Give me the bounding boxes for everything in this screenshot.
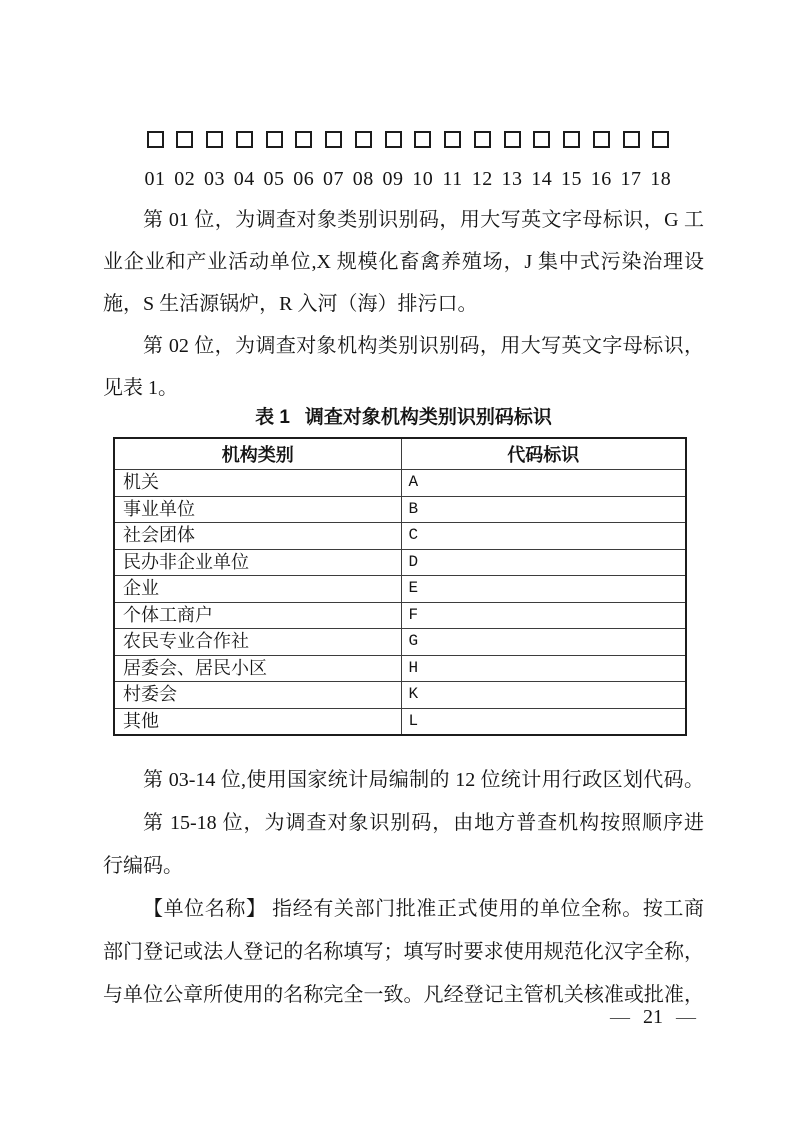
category-cell: 农民专业合作社 xyxy=(114,629,401,656)
footer-right-dash: — xyxy=(676,1006,696,1028)
code-position-label: 10 xyxy=(412,168,434,190)
code-position-label: 14 xyxy=(531,168,553,190)
category-cell: 社会团体 xyxy=(114,523,401,550)
table-row xyxy=(114,655,686,682)
table-row xyxy=(114,470,686,497)
code-position-label: 07 xyxy=(323,168,344,190)
code-entry-box xyxy=(295,131,312,148)
code-cell: K xyxy=(401,682,686,709)
page-footer xyxy=(610,1005,696,1029)
code-digit-column xyxy=(142,131,168,191)
code-digit-column xyxy=(618,131,644,191)
code-position-label: 01 xyxy=(144,168,166,190)
code-position-label: 11 xyxy=(442,168,463,190)
text-line: 业企业和产业活动单位,X 规模化畜禽养殖场，J 集中式污染治理设 xyxy=(103,251,704,273)
code-digit-column xyxy=(202,131,228,191)
code-position-label: 05 xyxy=(263,168,285,190)
code-digit-column xyxy=(380,131,406,191)
code-position-label: 03 xyxy=(204,168,225,190)
code-entry-box xyxy=(176,131,193,148)
code-digit-column xyxy=(529,131,555,191)
category-cell: 居委会、居民小区 xyxy=(114,655,401,682)
code-cell: E xyxy=(401,576,686,603)
code-position-label: 08 xyxy=(352,168,374,190)
table-caption-title: 调查对象机构类别识别码标识 xyxy=(304,407,552,428)
text-line: 施，S 生活源锅炉，R 入河（海）排污口。 xyxy=(103,293,478,315)
table-row xyxy=(114,523,686,550)
table-row xyxy=(114,629,686,656)
code-entry-box xyxy=(236,131,253,148)
text-line: 第 01 位，为调查对象类别识别码，用大写英文字母标识，G 工 xyxy=(143,209,704,231)
code-position-label: 16 xyxy=(590,168,612,190)
code-digit-grid xyxy=(142,131,674,191)
code-entry-box xyxy=(444,131,461,148)
text-line: 第 15-18 位，为调查对象识别码，由地方普查机构按照顺序进 xyxy=(143,812,704,834)
category-cell: 个体工商户 xyxy=(114,602,401,629)
code-position-label: 12 xyxy=(471,168,493,190)
code-digit-column xyxy=(499,131,525,191)
category-cell: 其他 xyxy=(114,708,401,735)
code-digit-column xyxy=(559,131,585,191)
code-entry-box xyxy=(325,131,342,148)
table-row xyxy=(114,708,686,735)
code-digit-column xyxy=(440,131,466,191)
code-entry-box xyxy=(474,131,491,148)
code-digit-column xyxy=(469,131,495,191)
code-entry-box xyxy=(147,131,164,148)
table-row xyxy=(114,549,686,576)
text-line: 第 02 位，为调查对象机构类别识别码，用大写英文字母标识， xyxy=(143,335,704,357)
code-entry-box xyxy=(206,131,223,148)
code-position-label: 15 xyxy=(561,168,582,190)
code-digit-column xyxy=(261,131,287,191)
table-row xyxy=(114,602,686,629)
code-position-label: 02 xyxy=(174,168,196,190)
code-cell: F xyxy=(401,602,686,629)
page-number: 21 xyxy=(643,1006,663,1028)
table-header-category: 机构类别 xyxy=(114,438,401,470)
text-line: 与单位公章所使用的名称完全一致。凡经登记主管机关核准或批准， xyxy=(103,984,704,1006)
footer-left-dash: — xyxy=(610,1006,630,1028)
table-row xyxy=(114,496,686,523)
code-cell: G xyxy=(401,629,686,656)
code-position-label: 18 xyxy=(650,168,672,190)
code-entry-box xyxy=(504,131,521,148)
code-cell: C xyxy=(401,523,686,550)
code-entry-box xyxy=(652,131,669,148)
text-line: 部门登记或法人登记的名称填写；填写时要求使用规范化汉字全称， xyxy=(103,941,704,963)
code-entry-box xyxy=(385,131,402,148)
code-entry-box xyxy=(533,131,550,148)
category-cell: 民办非企业单位 xyxy=(114,549,401,576)
table-header-code: 代码标识 xyxy=(401,438,686,470)
code-digit-column xyxy=(588,131,614,191)
text-line: 行编码。 xyxy=(103,855,183,877)
code-position-label: 06 xyxy=(293,168,315,190)
code-digit-column xyxy=(231,131,257,191)
table-row xyxy=(114,576,686,603)
code-digit-column xyxy=(172,131,198,191)
code-cell: L xyxy=(401,708,686,735)
code-digit-column xyxy=(321,131,347,191)
code-digit-column xyxy=(410,131,436,191)
code-position-label: 17 xyxy=(620,168,642,190)
text-line: 第 03-14 位,使用国家统计局编制的 12 位统计用行政区划代码。 xyxy=(143,769,704,791)
code-digit-column xyxy=(350,131,376,191)
code-entry-box xyxy=(355,131,372,148)
text-line: 【单位名称】 指经有关部门批准正式使用的单位全称。按工商 xyxy=(143,898,704,920)
code-position-label: 09 xyxy=(382,168,404,190)
code-entry-box xyxy=(563,131,580,148)
code-position-label: 04 xyxy=(233,168,255,190)
table-header-row xyxy=(114,438,686,470)
table-caption-label: 表 1 xyxy=(255,407,290,428)
org-category-code-table xyxy=(113,437,687,736)
code-entry-box xyxy=(266,131,283,148)
code-digit-column xyxy=(648,131,674,191)
table-row xyxy=(114,682,686,709)
code-digit-column xyxy=(291,131,317,191)
code-cell: B xyxy=(401,496,686,523)
code-cell: H xyxy=(401,655,686,682)
category-cell: 事业单位 xyxy=(114,496,401,523)
code-entry-box xyxy=(623,131,640,148)
table-caption xyxy=(103,406,704,430)
code-cell: D xyxy=(401,549,686,576)
code-position-label: 13 xyxy=(501,168,523,190)
category-cell: 企业 xyxy=(114,576,401,603)
category-cell: 村委会 xyxy=(114,682,401,709)
code-cell: A xyxy=(401,470,686,497)
category-cell: 机关 xyxy=(114,470,401,497)
text-line: 见表 1。 xyxy=(103,377,178,399)
body-text-lower xyxy=(103,759,704,1017)
code-entry-box xyxy=(414,131,431,148)
body-text-upper xyxy=(103,199,704,409)
code-entry-box xyxy=(593,131,610,148)
